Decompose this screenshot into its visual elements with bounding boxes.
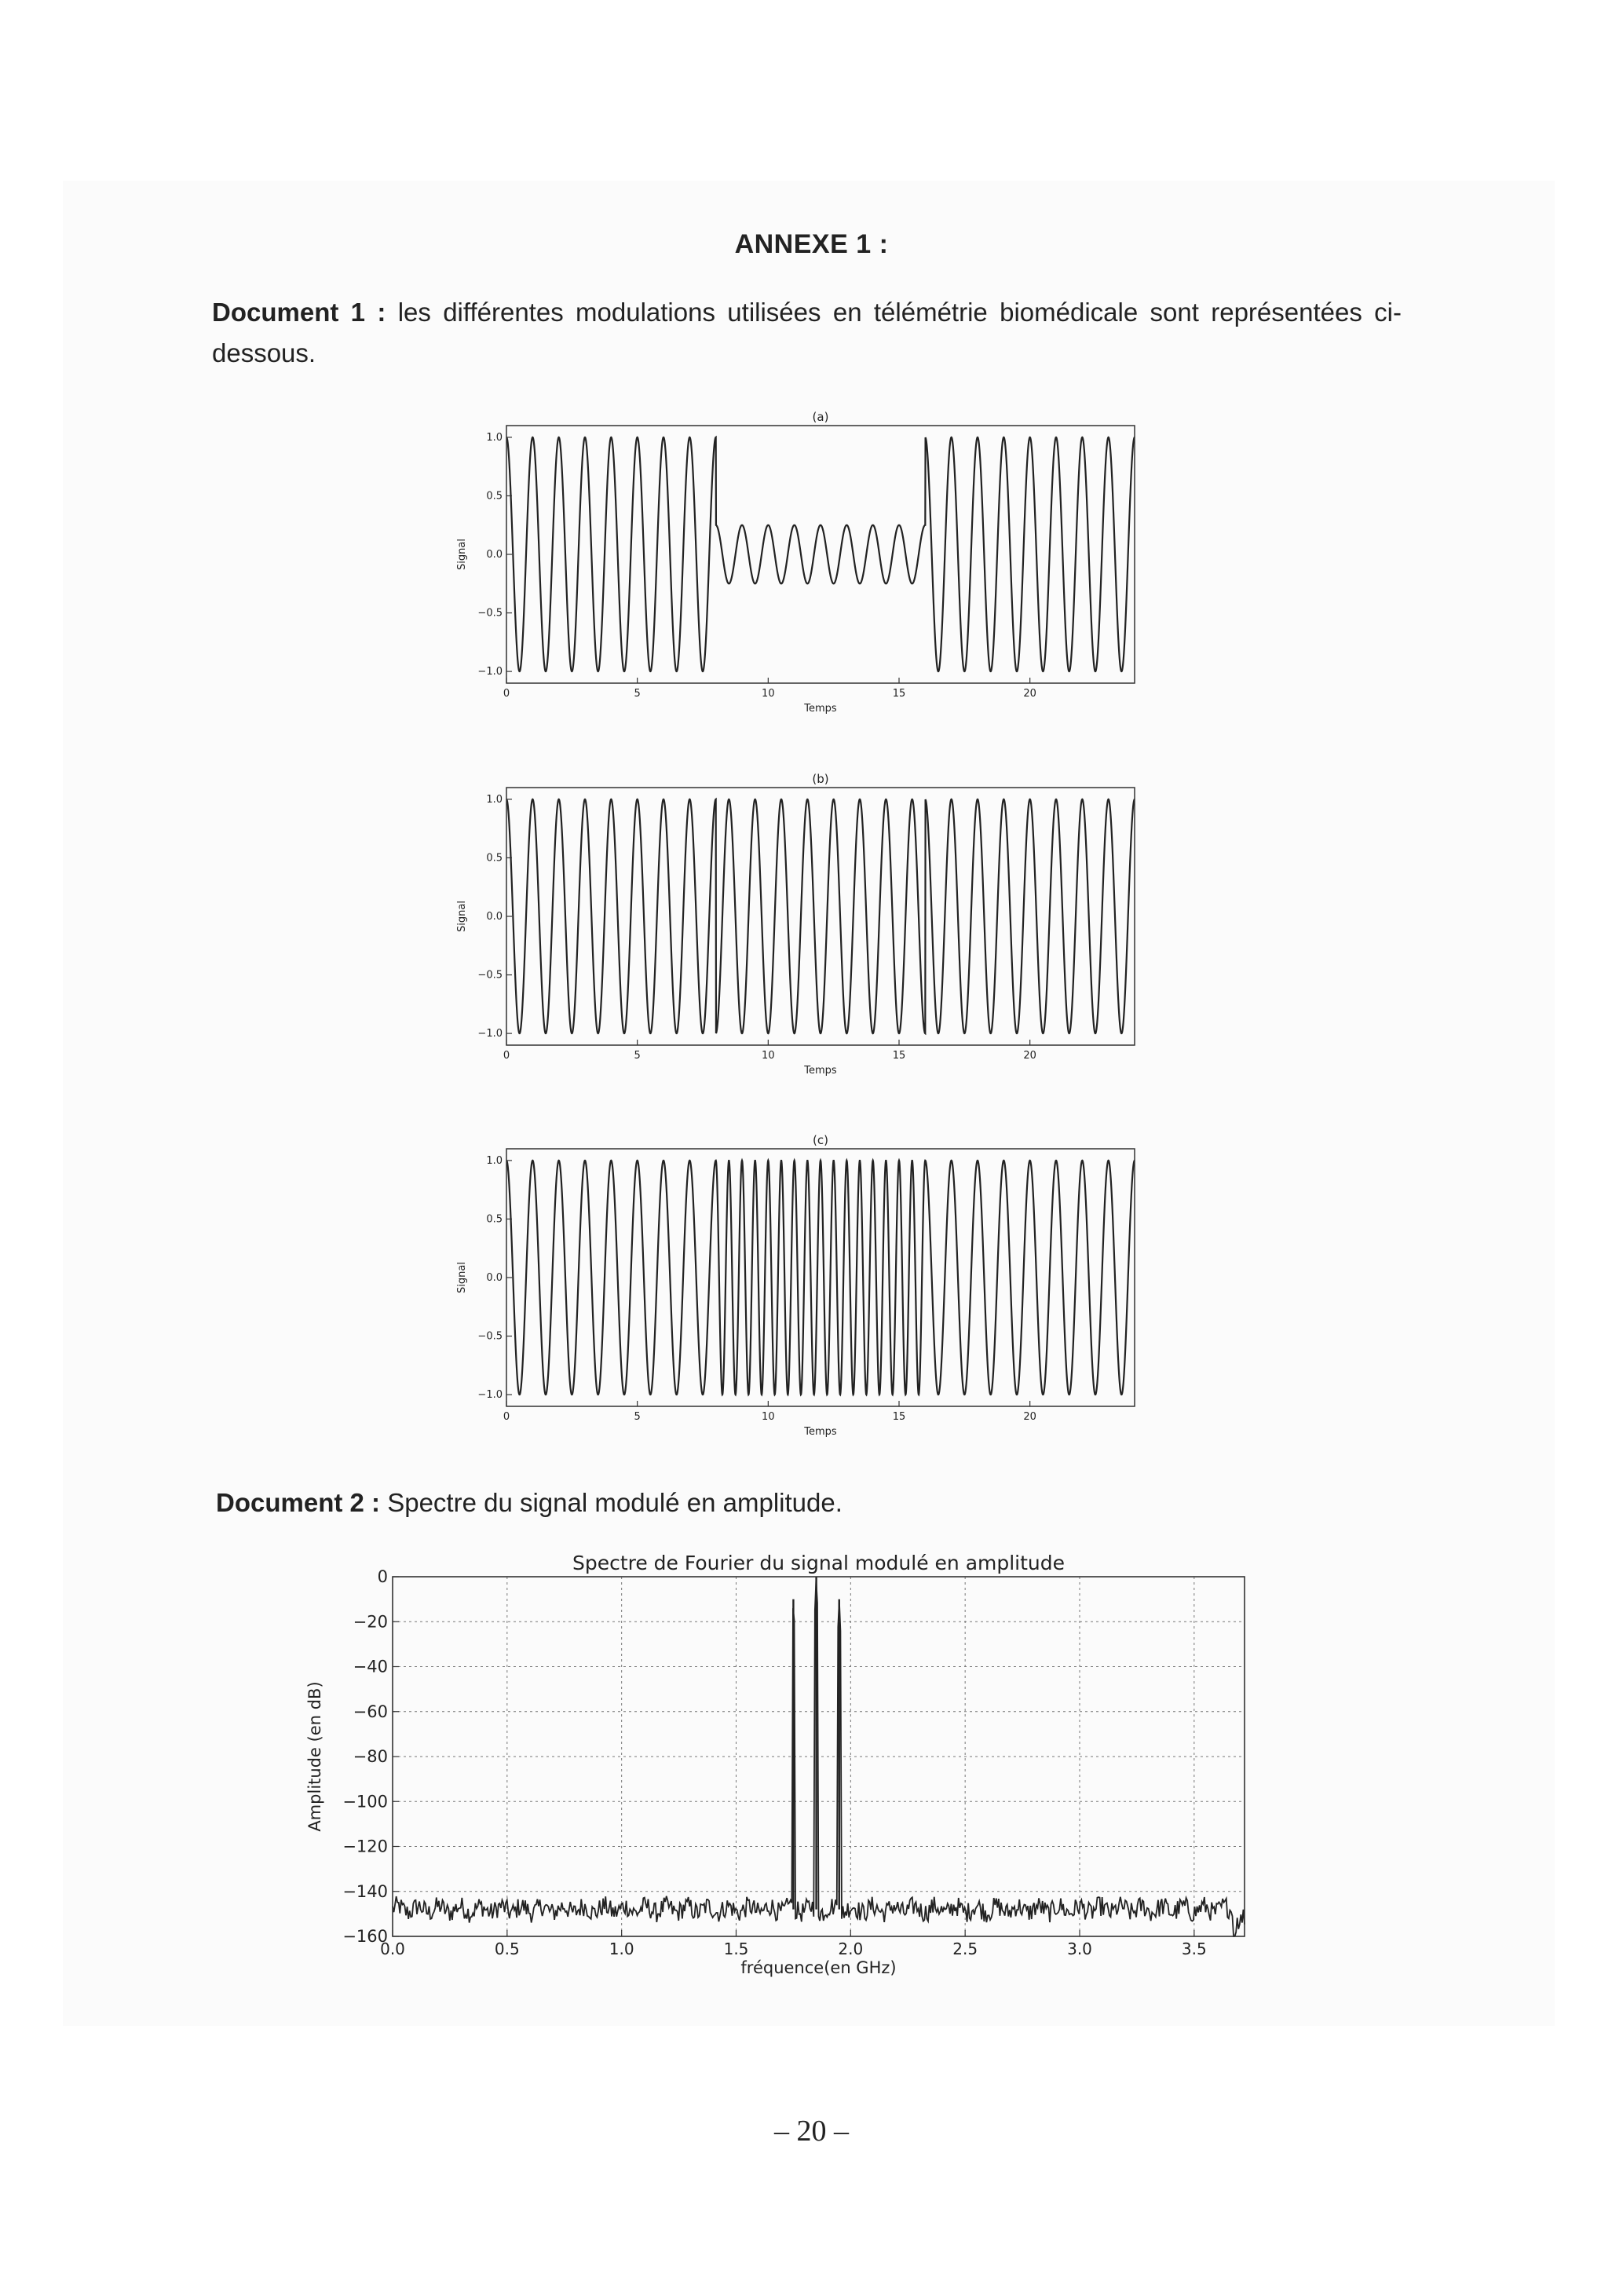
y-tick-label: 0.0 (486, 549, 503, 561)
y-tick-label: −60 (353, 1702, 388, 1721)
x-axis-label: fréquence(en GHz) (740, 1958, 897, 1977)
y-axis-label: Signal (456, 539, 468, 570)
x-axis-label: Temps (804, 1065, 837, 1077)
document-2-label: Document 2 : (216, 1488, 381, 1517)
x-tick-label: 20 (1023, 688, 1036, 700)
x-tick-label: 5 (634, 1411, 641, 1423)
y-tick-label: −120 (342, 1837, 388, 1856)
x-tick-label: 10 (762, 1411, 775, 1423)
document-2-text: Spectre du signal modulé en amplitude. (387, 1488, 843, 1517)
x-tick-label: 15 (892, 1050, 906, 1062)
x-tick-label: 5 (634, 688, 641, 700)
x-tick-label: 1.0 (609, 1940, 634, 1958)
y-axis-label: Signal (456, 901, 468, 932)
y-tick-label: 1.0 (486, 1154, 503, 1167)
fourier-spectrum-plot (298, 1545, 1280, 1993)
y-tick-label: −160 (342, 1927, 388, 1946)
y-tick-label: 1.0 (486, 431, 503, 444)
y-axis-label: Amplitude (en dB) (305, 1681, 324, 1832)
y-tick-label: 0.0 (486, 1272, 503, 1284)
x-axis-label: Temps (804, 1426, 837, 1438)
document-2-paragraph (216, 1483, 1394, 1523)
x-tick-label: 3.5 (1181, 1940, 1207, 1958)
y-tick-label: −80 (353, 1747, 388, 1766)
y-tick-label: −1.0 (477, 1389, 503, 1402)
document-1-text: les différentes modulations utilisées en télémétrie biomédicale sont représentées ci-dessous. (212, 298, 1402, 367)
y-tick-label: −1.0 (477, 666, 503, 678)
signal-waveform (506, 1161, 1135, 1395)
document-1-label: Document 1 : (212, 298, 386, 327)
y-tick-label: −100 (342, 1792, 388, 1812)
x-axis-label: Temps (804, 703, 837, 715)
x-tick-label: 1.5 (723, 1940, 749, 1958)
signal-waveform (506, 437, 1135, 671)
x-tick-label: 0 (503, 688, 510, 700)
y-tick-label: −0.5 (477, 1330, 503, 1343)
x-tick-label: 0.0 (380, 1940, 405, 1958)
x-tick-label: 10 (762, 1050, 775, 1062)
x-tick-label: 3.0 (1067, 1940, 1092, 1958)
x-tick-label: 0.5 (494, 1940, 520, 1958)
x-tick-label: 5 (634, 1050, 641, 1062)
signal-plot-c (448, 1128, 1170, 1458)
x-tick-label: 2.5 (952, 1940, 978, 1958)
y-tick-label: −0.5 (477, 969, 503, 982)
y-tick-label: −1.0 (477, 1028, 503, 1040)
y-tick-label: 0.0 (486, 911, 503, 923)
x-tick-label: 10 (762, 688, 775, 700)
y-axis-label: Signal (456, 1262, 468, 1293)
x-tick-label: 15 (892, 688, 906, 700)
x-tick-label: 0 (503, 1050, 510, 1062)
y-tick-label: 1.0 (486, 793, 503, 806)
y-tick-label: 0 (377, 1567, 388, 1586)
x-tick-label: 20 (1023, 1050, 1036, 1062)
annexe-title: ANNEXE 1 : (734, 229, 889, 259)
x-tick-label: 20 (1023, 1411, 1036, 1423)
plot-title: (c) (813, 1133, 828, 1147)
signal-plot-a (448, 405, 1170, 735)
y-tick-label: −40 (353, 1657, 388, 1676)
y-tick-label: 0.5 (486, 490, 503, 503)
plot-title: (b) (812, 772, 829, 786)
signal-plot-b (448, 767, 1170, 1097)
spectrum-trace (393, 1581, 1245, 1937)
y-tick-label: 0.5 (486, 1213, 503, 1226)
x-tick-label: 0 (503, 1411, 510, 1423)
y-tick-label: −140 (342, 1881, 388, 1901)
x-tick-label: 2.0 (838, 1940, 864, 1958)
document-1-paragraph (212, 292, 1402, 374)
y-tick-label: −0.5 (477, 607, 503, 620)
signal-waveform (506, 799, 1135, 1033)
y-tick-label: 0.5 (486, 852, 503, 865)
plot-title: (a) (812, 410, 829, 424)
page-number: – 20 – (774, 2115, 849, 2148)
spectrum-title: Spectre de Fourier du signal modulé en amplitude (572, 1552, 1066, 1574)
x-tick-label: 15 (892, 1411, 906, 1423)
y-tick-label: −20 (353, 1612, 388, 1632)
